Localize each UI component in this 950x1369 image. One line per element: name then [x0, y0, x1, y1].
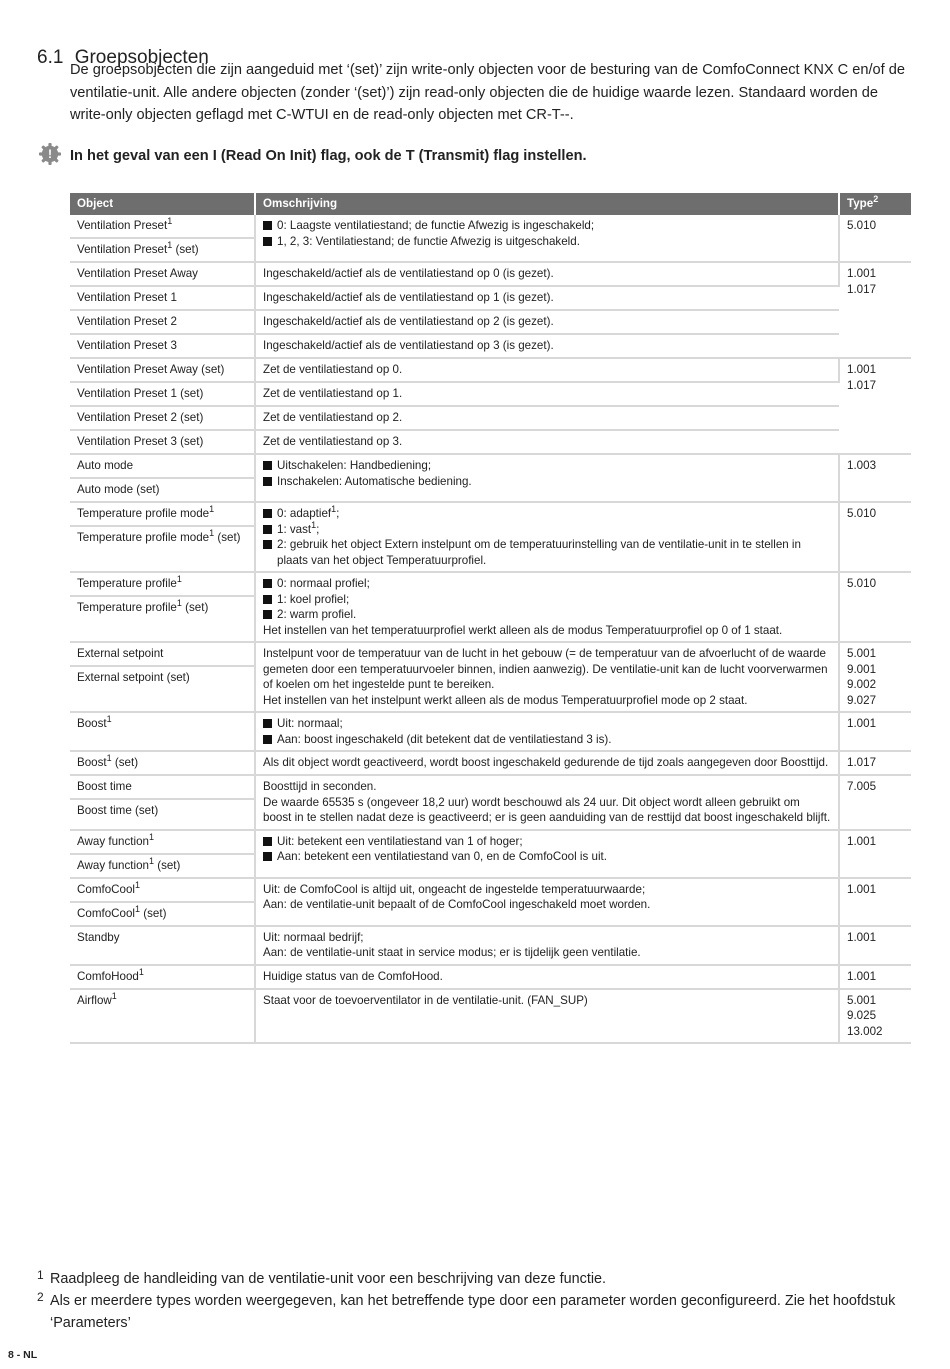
description-punct: ;	[336, 507, 340, 520]
note-text: In het geval van een I (Read On Init) flag, ook de T (Transmit) flag instellen.	[70, 148, 587, 164]
type-cell	[839, 830, 911, 878]
table-row	[70, 454, 911, 502]
footnote-ref: 1	[138, 966, 144, 977]
table-row	[70, 310, 911, 334]
bullet-item	[263, 519, 831, 538]
description-text: Als dit object wordt geactiveerd, wordt boost ingeschakeld gedurende de tijd zoals aangegeven door Boosttijd.	[263, 756, 829, 769]
footnote-ref: 1	[135, 879, 141, 890]
table-row	[70, 215, 911, 262]
description-text: Uitschakelen: Handbediening;	[277, 459, 432, 472]
description-line	[263, 362, 831, 378]
table-row	[70, 286, 911, 310]
description-text: Uit: normaal bedrijf;	[263, 930, 364, 944]
object-name	[70, 927, 254, 949]
type-value: 7.005	[847, 780, 877, 793]
object-cell	[70, 572, 255, 642]
description-cell	[255, 642, 839, 712]
section-number: 6.1	[37, 46, 64, 68]
description-text: Zet de ventilatiestand op 0.	[263, 363, 403, 376]
bullet-item	[263, 218, 831, 234]
svg-text:!: !	[48, 147, 52, 162]
object-name	[70, 713, 254, 735]
object-cell	[70, 502, 255, 572]
object-name	[70, 263, 254, 285]
table-row	[70, 406, 911, 430]
table-row	[70, 830, 911, 878]
object-name	[70, 667, 254, 689]
type-cell	[839, 502, 911, 572]
description-cell	[255, 751, 839, 775]
object-cell	[70, 454, 255, 502]
object-name	[70, 287, 254, 309]
description-cell	[255, 775, 839, 830]
object-cell	[70, 926, 255, 965]
object-cell	[70, 262, 255, 286]
object-label: External setpoint	[77, 647, 164, 660]
type-cell	[839, 454, 911, 502]
type-cell	[839, 642, 911, 712]
gear-icon	[38, 142, 62, 166]
bullet-item	[263, 506, 831, 522]
object-label: External setpoint (set)	[77, 671, 190, 684]
object-cell	[70, 310, 255, 334]
description-line	[263, 897, 831, 913]
type-cell	[839, 926, 911, 965]
footnote-ref: 1	[135, 903, 141, 914]
description-cell	[255, 712, 839, 751]
description-line	[263, 930, 831, 946]
type-value: 1.001	[847, 717, 877, 730]
type-value: 9.002	[847, 678, 877, 691]
description-text: Zet de ventilatiestand op 1.	[263, 387, 403, 400]
description-text: 0: normaal profiel;	[277, 577, 370, 590]
type-cell	[839, 965, 911, 989]
object-label: Ventilation Preset 1	[77, 291, 177, 304]
type-value: 9.025	[847, 1009, 877, 1022]
description-cell	[255, 965, 839, 989]
description-line	[263, 434, 832, 450]
object-label: Ventilation Preset 3	[77, 339, 177, 352]
object-label: Ventilation Preset 3 (set)	[77, 435, 204, 448]
description-cell	[255, 358, 839, 382]
object-cell	[70, 334, 255, 358]
object-label: ComfoHood	[77, 969, 139, 983]
type-cell	[839, 751, 911, 775]
description-text: Aan: boost ingeschakeld (dit betekent dat de ventilatiestand 3 is).	[277, 732, 612, 746]
object-cell	[70, 406, 255, 430]
description-cell	[255, 502, 839, 572]
object-cell	[70, 215, 255, 262]
description-text: 1: koel profiel;	[277, 592, 350, 606]
object-label: Temperature profile mode	[77, 531, 210, 544]
footnote-ref: 1	[176, 574, 182, 584]
object-name	[70, 752, 254, 774]
bullet-item	[263, 537, 831, 568]
type-value: 1.001	[847, 363, 877, 376]
bullet-item	[263, 732, 831, 748]
object-name	[70, 359, 254, 381]
type-value: 5.010	[847, 577, 877, 590]
description-cell	[255, 406, 839, 430]
object-label: Airflow	[77, 993, 112, 1007]
object-suffix: (set)	[214, 531, 241, 544]
object-name	[70, 903, 254, 925]
description-text: 0: Laagste ventilatiestand; de functie Afwezig is ingeschakeld;	[277, 219, 595, 232]
type-value: 1.003	[847, 459, 877, 472]
object-label: Auto mode (set)	[77, 483, 160, 496]
object-name	[70, 311, 254, 333]
table-body	[70, 215, 911, 1043]
header-type	[839, 193, 911, 215]
description-cell	[255, 310, 839, 334]
bullet-item	[263, 576, 831, 592]
object-label: Boost time (set)	[77, 804, 159, 817]
type-cell	[839, 775, 911, 830]
footnotes	[37, 1268, 917, 1334]
object-cell	[70, 358, 255, 382]
type-value: 1.001	[847, 834, 877, 848]
object-name	[70, 215, 254, 239]
description-text: Aan: de ventilatie-unit staat in service modus; er is tijdelijk geen ventilatie.	[263, 946, 641, 959]
footnote-ref: 1	[167, 240, 173, 250]
description-text: Ingeschakeld/actief als de ventilatiestand op 1 (is gezet).	[263, 291, 554, 304]
object-label: Ventilation Preset Away	[77, 267, 198, 280]
footnote-ref: 1	[148, 855, 154, 866]
description-line	[263, 623, 831, 639]
description-text: De waarde 65535 s (ongeveer 18,2 uur) wordt beschouwd als 24 uur. Dit object wordt alleen gebruikt om boost in te stellen nadat deze is geactiveerd; er is geen aanduiding van de resttijd dat boost ingeschakeld blijft.	[263, 795, 831, 824]
description-line	[263, 755, 831, 771]
table-row	[70, 572, 911, 642]
object-name	[70, 455, 254, 479]
object-name	[70, 831, 254, 855]
object-name	[70, 597, 254, 619]
bullet-item	[263, 834, 831, 850]
type-value: 5.001	[847, 647, 877, 660]
description-text: Huidige status van de ComfoHood.	[263, 969, 443, 983]
description-text: Boosttijd in seconden.	[263, 780, 377, 793]
description-cell	[255, 215, 839, 262]
description-line	[263, 290, 832, 306]
description-text: 1, 2, 3: Ventilatiestand; de functie Afwezig is uitgeschakeld.	[277, 234, 580, 248]
table-row	[70, 775, 911, 830]
object-label: Boost	[77, 756, 107, 769]
description-text: Ingeschakeld/actief als de ventilatiestand op 2 (is gezet).	[263, 315, 554, 328]
footnote-text: Als er meerdere types worden weergegeven, kan het betreffende type door een parameter worden geconfigureerd. Zie het hoofdstuk ‘Parameters’	[50, 1293, 896, 1331]
type-value: 9.001	[847, 662, 877, 676]
object-label: Away function	[77, 834, 149, 848]
object-name	[70, 966, 254, 988]
description-cell	[255, 334, 839, 358]
section-title: Groepsobjecten	[74, 46, 209, 68]
intro-paragraph: De groepsobjecten die zijn aangeduid met ‘(set)’ zijn write-only objecten voor de besturing van de ComfoConnect KNX C en/of de ventilatie-unit. Alle andere objecten (zonder ‘(set)’) zijn read-only objecten die de huidige waarde lezen. Standaard worden de write-only objecten geflagd met C-WTUI en de read-only objecten met CR-T--.	[70, 62, 906, 123]
object-suffix: (set)	[172, 243, 199, 256]
object-name	[70, 643, 254, 667]
description-cell	[255, 382, 839, 406]
object-suffix: (set)	[153, 858, 181, 872]
table-row	[70, 334, 911, 358]
object-name	[70, 431, 254, 453]
description-text: Instelpunt voor de temperatuur van de lucht in het gebouw (= de temperatuur van de afvoerlucht of de waarde gemeten door een temperatuurvoeler binnen, indien aanwezig). De ventilatie-unit kan de lucht voorverwarmen of koelen om het ingestelde punt te bereiken.	[263, 647, 828, 691]
footnote	[37, 1268, 917, 1290]
description-cell	[255, 830, 839, 878]
header-type-label: Type	[847, 197, 874, 211]
type-value: 1.017	[847, 378, 877, 392]
type-value: 5.010	[847, 219, 877, 232]
object-name	[70, 776, 254, 800]
description-text: 0: adaptief	[277, 507, 332, 520]
description-line	[263, 646, 831, 693]
description-cell	[255, 262, 839, 286]
description-text: Uit: betekent een ventilatiestand van 1 of hoger;	[277, 834, 523, 848]
description-text: 2: gebruik het object Extern instelpunt om de temperatuurinstelling van de ventilatie-unit in te stellen in plaats van het object Temperatuurprofiel.	[277, 538, 801, 567]
description-line	[263, 945, 831, 961]
type-value: 1.001	[847, 969, 877, 983]
footnote-ref: 1	[176, 598, 182, 608]
object-label: Boost	[77, 717, 107, 730]
object-label: Ventilation Preset	[77, 219, 168, 232]
object-name	[70, 800, 254, 822]
footnote-mark: 2	[37, 1290, 44, 1304]
object-label: Ventilation Preset 2	[77, 315, 177, 328]
description-cell	[255, 430, 839, 454]
description-text: Aan: betekent een ventilatiestand van 0, en de ComfoCool is uit.	[277, 850, 607, 863]
footnote-ref: 1	[106, 714, 112, 724]
description-cell	[255, 878, 839, 926]
object-label: Temperature profile mode	[77, 507, 210, 520]
object-suffix: (set)	[111, 756, 139, 769]
table-header-row	[70, 193, 911, 215]
description-line	[263, 969, 831, 985]
object-suffix: (set)	[181, 601, 209, 614]
description-cell	[255, 286, 839, 310]
description-line	[263, 693, 831, 709]
description-cell	[255, 572, 839, 642]
type-value: 1.017	[847, 282, 877, 296]
bullet-item	[263, 607, 831, 623]
description-text: Het instellen van het temperatuurprofiel werkt alleen als de modus Temperatuurprofiel op 0 of 1 staat.	[263, 623, 783, 637]
object-cell	[70, 989, 255, 1044]
type-value: 13.002	[847, 1024, 883, 1038]
description-text: Ingeschakeld/actief als de ventilatiestand op 3 (is gezet).	[263, 339, 554, 352]
object-label: Ventilation Preset 1 (set)	[77, 387, 204, 400]
table-row	[70, 262, 911, 286]
footnote-ref: 1	[331, 504, 337, 514]
bullet-item	[263, 849, 831, 865]
object-cell	[70, 382, 255, 406]
type-value: 9.027	[847, 693, 877, 707]
description-text: Staat voor de toevoerventilator in de ventilatie-unit. (FAN_SUP)	[263, 993, 588, 1007]
type-cell	[839, 989, 911, 1044]
type-value: 5.010	[847, 507, 877, 520]
page-number: 8 - NL	[8, 1349, 38, 1361]
bullet-item	[263, 234, 831, 250]
table-row	[70, 926, 911, 965]
footnote	[37, 1290, 917, 1334]
footnote-ref: 1	[311, 519, 317, 530]
object-cell	[70, 751, 255, 775]
object-cell	[70, 286, 255, 310]
object-cell	[70, 775, 255, 830]
object-label: Temperature profile	[77, 577, 177, 590]
object-cell	[70, 712, 255, 751]
bullet-item	[263, 458, 831, 474]
header-type-sup: 2	[873, 194, 879, 205]
object-name	[70, 239, 254, 261]
description-line	[263, 314, 832, 330]
type-value: 1.001	[847, 267, 877, 280]
description-text: Ingeschakeld/actief als de ventilatiestand op 0 (is gezet).	[263, 267, 554, 280]
description-text: Het instellen van het instelpunt werkt alleen als de modus Temperatuurprofiel mode op 2 staat.	[263, 693, 748, 707]
object-name	[70, 855, 254, 877]
type-value: 5.001	[847, 993, 877, 1007]
description-text: 2: warm profiel.	[277, 608, 357, 621]
group-objects-table	[70, 193, 911, 1044]
description-line	[263, 993, 831, 1009]
table-row	[70, 965, 911, 989]
object-name	[70, 479, 254, 501]
object-name	[70, 527, 254, 549]
object-label: Ventilation Preset Away (set)	[77, 363, 225, 376]
type-cell	[839, 262, 911, 358]
object-cell	[70, 642, 255, 712]
description-line	[263, 882, 831, 898]
bullet-item	[263, 474, 831, 490]
object-label: Standby	[77, 930, 120, 944]
object-name	[70, 335, 254, 357]
object-cell	[70, 878, 255, 926]
object-name	[70, 383, 254, 405]
object-name	[70, 503, 254, 527]
header-description: Omschrijving	[255, 193, 839, 215]
object-cell	[70, 965, 255, 989]
object-label: ComfoCool	[77, 882, 135, 896]
description-cell	[255, 989, 839, 1044]
object-name	[70, 573, 254, 597]
table-row	[70, 502, 911, 572]
description-text: Zet de ventilatiestand op 2.	[263, 411, 403, 424]
table-row	[70, 358, 911, 382]
object-label: Temperature profile	[77, 601, 177, 614]
description-line	[263, 795, 831, 826]
type-cell	[839, 358, 911, 454]
object-name	[70, 407, 254, 429]
description-text: Aan: de ventilatie-unit bepaalt of de ComfoCool ingeschakeld moet worden.	[263, 898, 651, 911]
footnote-ref: 1	[148, 831, 154, 842]
description-line	[263, 386, 832, 402]
object-label: Auto mode	[77, 459, 134, 472]
type-value: 1.017	[847, 756, 877, 769]
type-value: 1.001	[847, 882, 877, 896]
bullet-item	[263, 716, 831, 732]
description-text: Zet de ventilatiestand op 3.	[263, 435, 403, 448]
table-row	[70, 878, 911, 926]
footnote-ref: 1	[209, 528, 215, 538]
footnote-mark: 1	[37, 1268, 44, 1282]
footnote-ref: 1	[111, 990, 117, 1001]
object-label: Ventilation Preset 2 (set)	[77, 411, 204, 424]
description-text: Uit: de ComfoCool is altijd uit, ongeacht de ingestelde temperatuurwaarde;	[263, 882, 646, 896]
description-line	[263, 779, 831, 795]
object-cell	[70, 830, 255, 878]
type-cell	[839, 878, 911, 926]
description-text: Uit: normaal;	[277, 717, 343, 730]
object-cell	[70, 430, 255, 454]
type-value: 1.001	[847, 930, 877, 944]
table-row	[70, 751, 911, 775]
object-name	[70, 990, 254, 1012]
description-cell	[255, 454, 839, 502]
description-line	[263, 338, 832, 354]
footnote-ref: 1	[167, 216, 173, 226]
object-label: Boost time	[77, 780, 132, 793]
description-punct: ;	[316, 522, 320, 536]
object-label: Ventilation Preset	[77, 243, 168, 256]
type-cell	[839, 712, 911, 751]
type-cell	[839, 215, 911, 262]
object-label: ComfoCool	[77, 906, 135, 920]
table-row	[70, 712, 911, 751]
table-row	[70, 642, 911, 712]
bullet-item	[263, 592, 831, 608]
object-name	[70, 879, 254, 903]
table-row	[70, 382, 911, 406]
object-suffix: (set)	[140, 906, 167, 920]
description-line	[263, 410, 832, 426]
description-line	[263, 266, 831, 282]
header-object: Object	[70, 193, 255, 215]
description-text: 1: vast	[277, 522, 312, 536]
description-text: Inschakelen: Automatische bediening.	[277, 474, 472, 488]
footnote-text: Raadpleeg de handleiding van de ventilatie-unit voor een beschrijving van deze functie.	[50, 1271, 607, 1287]
description-cell	[255, 926, 839, 965]
table-row	[70, 430, 911, 454]
table-row	[70, 989, 911, 1044]
footnote-ref: 1	[106, 753, 112, 763]
footnote-ref: 1	[209, 504, 215, 514]
object-label: Away function	[77, 858, 149, 872]
type-cell	[839, 572, 911, 642]
